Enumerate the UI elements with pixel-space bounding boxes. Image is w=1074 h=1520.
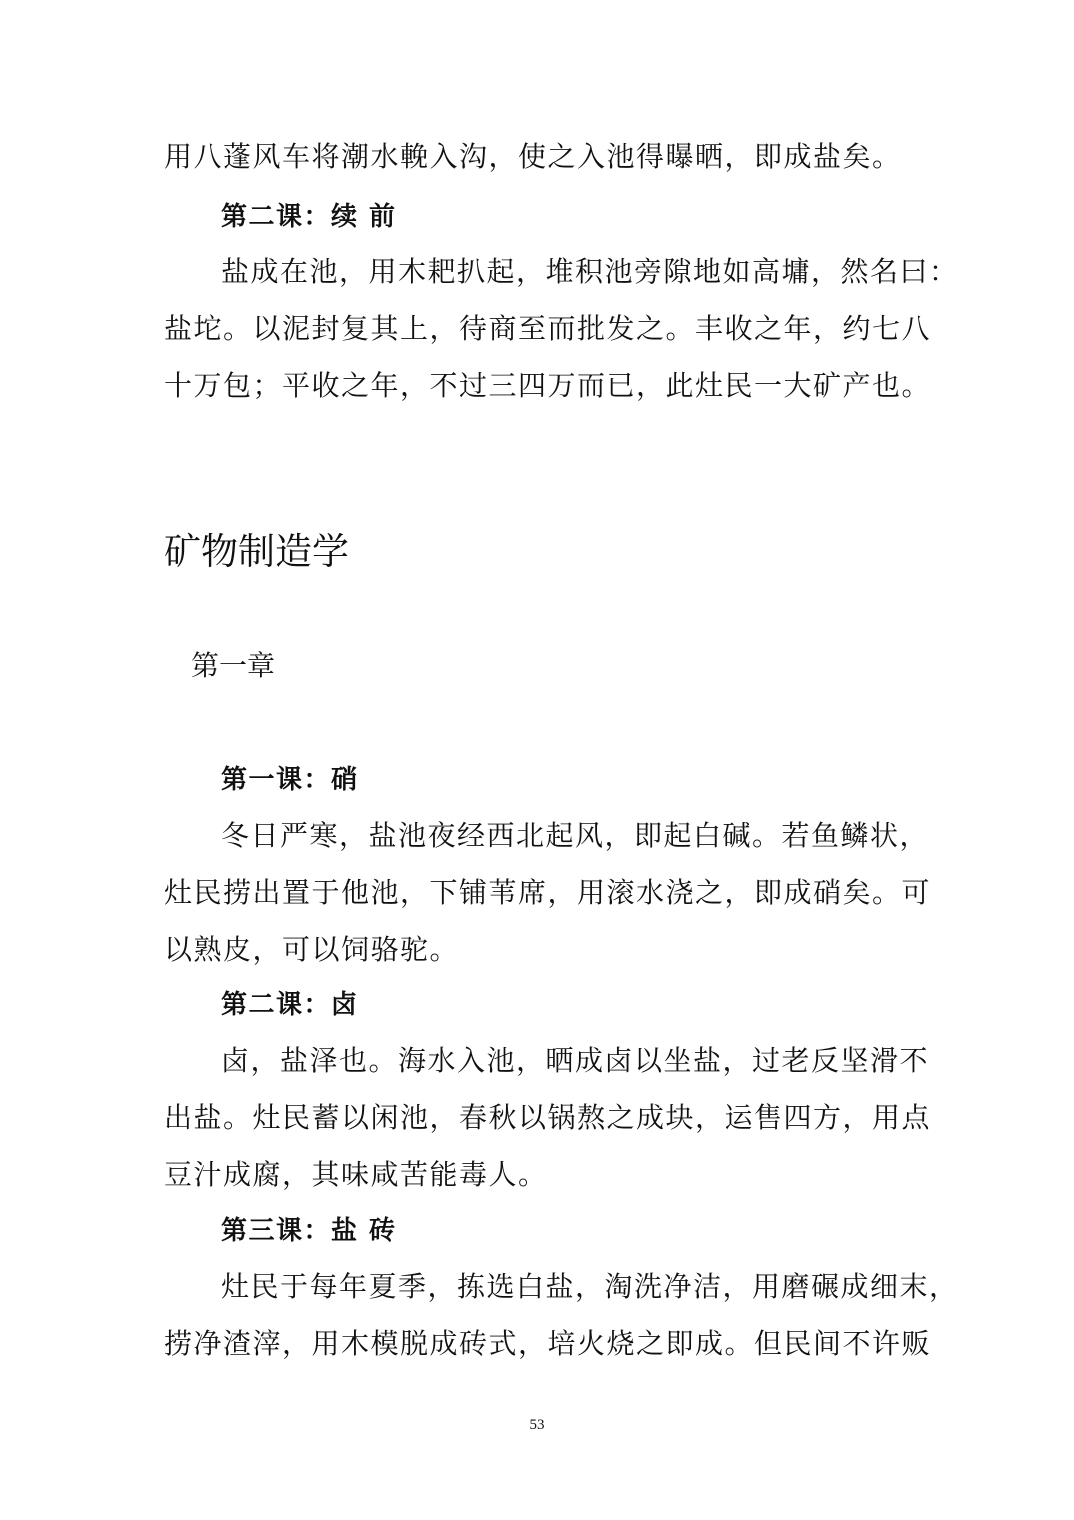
paragraph-line: 十万包；平收之年，不过三四万而已，此灶民一大矿产也。 <box>164 369 932 402</box>
lesson-heading: 第一课：硝 <box>221 765 359 795</box>
paragraph-line: 灶民于每年夏季，拣选白盐，淘洗净洁，用磨碾成细末， <box>221 1270 959 1303</box>
paragraph-line: 豆汁成腐，其味咸苦能毒人。 <box>164 1158 548 1191</box>
paragraph-line: 冬日严寒，盐池夜经西北起风，即起白碱。若鱼鳞状， <box>221 819 930 852</box>
paragraph-line: 捞净渣滓，用木模脱成砖式，培火烧之即成。但民间不许贩 <box>164 1327 932 1360</box>
section-title: 矿物制造学 <box>164 530 349 573</box>
paragraph-line: 以熟皮，可以饲骆驼。 <box>164 933 460 966</box>
paragraph-line: 卤，盐泽也。海水入池，晒成卤以坐盐，过老反坚滑不 <box>221 1044 930 1077</box>
lesson-heading: 第三课：盐 砖 <box>221 1216 397 1246</box>
lesson-heading: 第二课：卤 <box>221 990 359 1020</box>
paragraph-line: 出盐。灶民蓄以闲池，春秋以锅熬之成块，运售四方，用点 <box>164 1101 932 1134</box>
paragraph-line: 灶民捞出置于他池，下铺苇席，用滚水浇之，即成硝矣。可 <box>164 876 932 909</box>
paragraph-line: 盐成在池，用木耙扒起，堆积池旁隙地如高墉，然名曰： <box>221 255 959 288</box>
paragraph-line: 盐坨。以泥封复其上，待商至而批发之。丰收之年，约七八 <box>164 312 932 345</box>
lesson-heading: 第二课：续 前 <box>221 202 397 232</box>
paragraph-line: 用八蓬风车将潮水輓入沟，使之入池得曝晒，即成盐矣。 <box>164 140 902 173</box>
chapter-heading: 第一章 <box>191 649 276 682</box>
page-number: 53 <box>529 1417 545 1433</box>
